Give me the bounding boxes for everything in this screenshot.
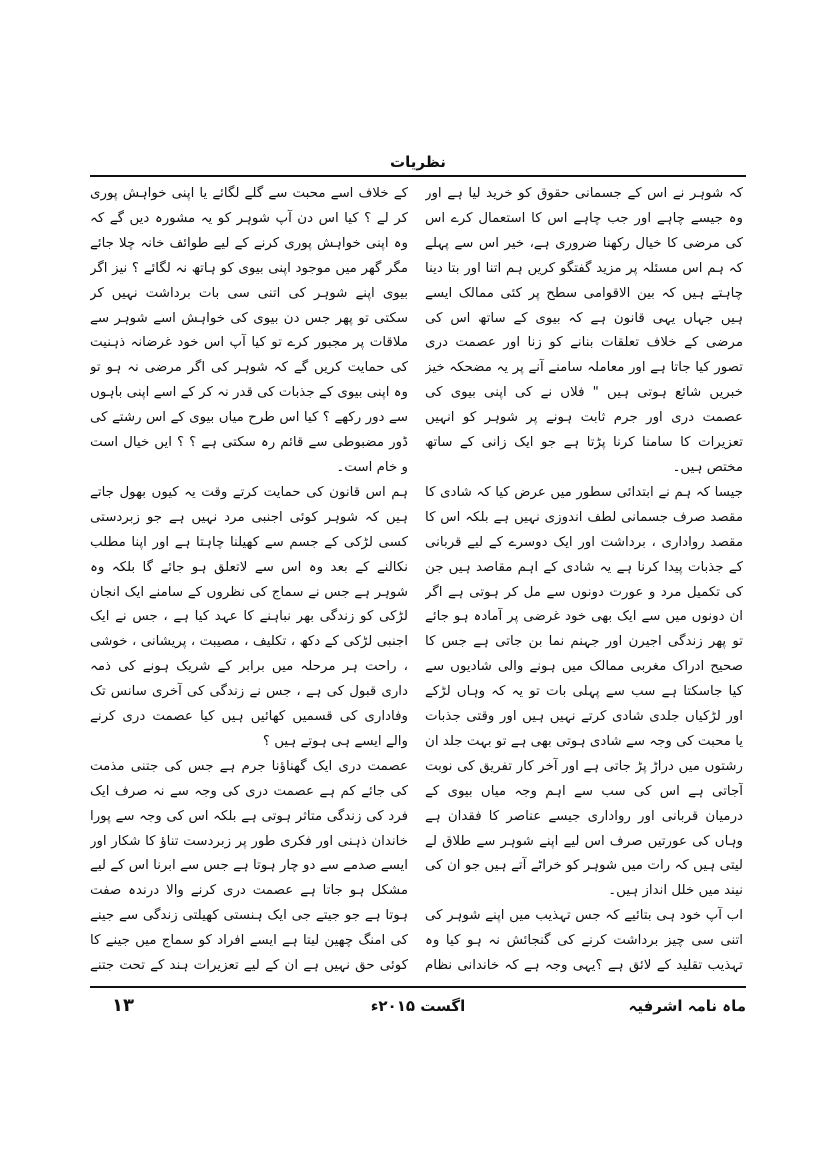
page-footer bbox=[90, 993, 746, 1019]
left-column bbox=[90, 182, 408, 978]
magazine-name: ماہ نامہ اشرفیہ bbox=[628, 997, 746, 1015]
paragraph: کہ شوہر نے اس کے جسمانی حقوق کو خرید لیا ہے اور وہ جیسے چاہے اور جب چاہے اس کا استعمال کرے اس کی مرضی کا خیال رکھنا ضروری ہے، خیر اس سے پہلے کہ ہم اس مسئلہ پر مزید گفتگو کریں ہم اتنا اور بتا دینا چاہتے ہیں کہ بین الاقوامی سطح پر کئی ممالک ایسے ہیں جہاں یہی قانون ہے کہ بیوی کے ساتھ اس کی مرضی کے خلاف تعلقات بنانے کو زنا اور عصمت دری تصور کیا جاتا ہے اور معاملہ سامنے آنے پر یہ مضحکہ خیز خبریں شائع ہوتی ہیں " فلاں نے کی اپنی بیوی کی عصمت دری اور جرم ثابت ہونے پر شوہر کو انہیں تعزیرات کا سامنا کرنا پڑتا ہے جو ایک زانی کے ساتھ مختص ہیں۔ bbox=[425, 186, 743, 475]
header-rule bbox=[90, 175, 746, 177]
paragraph: ہم اس قانون کی حمایت کرتے وقت یہ کیوں بھول جاتے ہیں کہ شوہر کوئی اجنبی مرد نہیں ہے جو زبردستی کسی لڑکی کے جسم سے کھیلنا چاہتا ہے اور اپنا مطلب نکالنے کے بعد وہ اس سے لاتعلق ہو جائے گا بلکہ وہ شوہر ہے جس نے سماج کی نظروں کے سامنے ایک انجان لڑکی کو زندگی بھر نباہنے کا عہد کیا ہے ، جس نے ایک اجنبی لڑکی کے دکھ ، تکلیف ، مصیبت ، پریشانی ، خوشی ، راحت ہر مرحلہ میں برابر کے شریک ہونے کی ذمہ داری قبول کی ہے ، جس نے زندگی کی آخری سانس تک وفاداری کی قسمیں کھائیں ہیں کیا عصمت دری کرنے والے ایسے ہی ہوتے ہیں ؟ bbox=[90, 484, 408, 749]
paragraph: عصمت دری ایک گھناؤنا جرم ہے جس کی جتنی مذمت کی جائے کم ہے عصمت دری کی وجہ سے نہ صرف ایک فرد کی زندگی متاثر ہوتی ہے بلکہ اس کی وجہ سے پورا خاندان ذہنی اور فکری طور پر زبردست تناؤ کا شکار اور ایسے صدمے سے دو چار ہوتا ہے جس سے ابرنا اس کے لیے مشکل ہو جاتا ہے عصمت دری کرنے والا درندہ صفت ہوتا ہے جو جیتے جی ایک ہنستی کھیلتی زندگی سے جینے کی امنگ چھین لیتا ہے ایسے افراد کو سماج میں جینے کا کوئی حق نہیں ہے ان کے لیے تعزیرات ہند کے تحت جتنے bbox=[90, 758, 408, 974]
page-header-title: نظریات bbox=[390, 153, 446, 171]
paragraph: اب آپ خود ہی بتائیے کہ جس تہذیب میں اپنے شوہر کی اتنی سی چیز برداشت کرنے کی گنجائش نہ ہو کیا وہ تہذیب تقلید کے لائق ہے ؟یہی وجہ ہے کہ خاندانی نظام bbox=[425, 908, 743, 974]
issue-date: اگست ۲۰۱۵ء bbox=[370, 997, 466, 1015]
right-column bbox=[425, 182, 743, 978]
paragraph: کے خلاف اسے محبت سے گلے لگائے یا اپنی خواہش پوری کر لے ؟ کیا اس دن آپ شوہر کو یہ مشورہ دیں گے کہ وہ اپنی خواہش پوری کرنے کے لیے طوائف خانہ چلا جائے مگر گھر میں موجود اپنی بیوی کو ہاتھ نہ لگائے ؟ نیز اگر بیوی اپنے شوہر کی اتنی سی بات برداشت نہیں کر سکتی تو پھر جس دن بیوی کی خواہش اسے شوہر سے ملاقات پر مجبور کرے تو کیا آپ اس خود غرضانہ ذہنیت کی حمایت کریں گے کہ شوہر کی اگر مرضی نہ ہو تو وہ اپنی بیوی کے جذبات کی قدر نہ کر کے اسے اپنی باہوں سے دور رکھے ؟ کیا اس طرح میاں بیوی کے اس رشتے کی ڈور مضبوطی سے قائم رہ سکتی ہے ؟ ؟ ایں خیال است و خام است۔ bbox=[90, 186, 408, 475]
footer-rule bbox=[90, 986, 746, 988]
paragraph: جیسا کہ ہم نے ابتدائی سطور میں عرض کیا کہ شادی کا مقصد صرف جسمانی لطف اندوزی نہیں ہے بلکہ اس کا مقصد رواداری ، برداشت اور ایک دوسرے کے لیے قربانی کے جذبات پیدا کرنا ہے یہ شادی کے اہم مقاصد ہیں جن کی تکمیل مرد و عورت دونوں سے مل کر ہوتی ہے اگر ان دونوں میں سے ایک بھی خود غرضی پر آمادہ ہو جائے تو پھر زندگی اجیرن اور جہنم نما بن جاتی ہے جس کا صحیح ادراک مغربی ممالک میں ہونے والی شادیوں سے کیا جاسکتا ہے سب سے پہلی بات تو یہ کہ وہاں لڑکے اور لڑکیاں جلدی شادی کرتے نہیں ہیں اور وقتی جذبات یا محبت کی وجہ سے شادی ہوتی بھی ہے تو بہت جلد ان رشتوں میں دراڑ پڑ جاتی ہے اور آخر کار تفریق کی نوبت آجاتی ہے اس کی سب سے اہم وجہ میاں بیوی کے درمیان قربانی اور رواداری جیسے عناصر کا فقدان ہے وہاں کی عورتیں صرف اس لیے اپنے شوہر سے طلاق لے لیتی ہیں کہ رات میں شوہر کو خراٹے آتے ہیں جو ان کی نیند میں خلل انداز ہیں۔ bbox=[425, 484, 743, 899]
page-number: ۱۳ bbox=[112, 995, 134, 1016]
